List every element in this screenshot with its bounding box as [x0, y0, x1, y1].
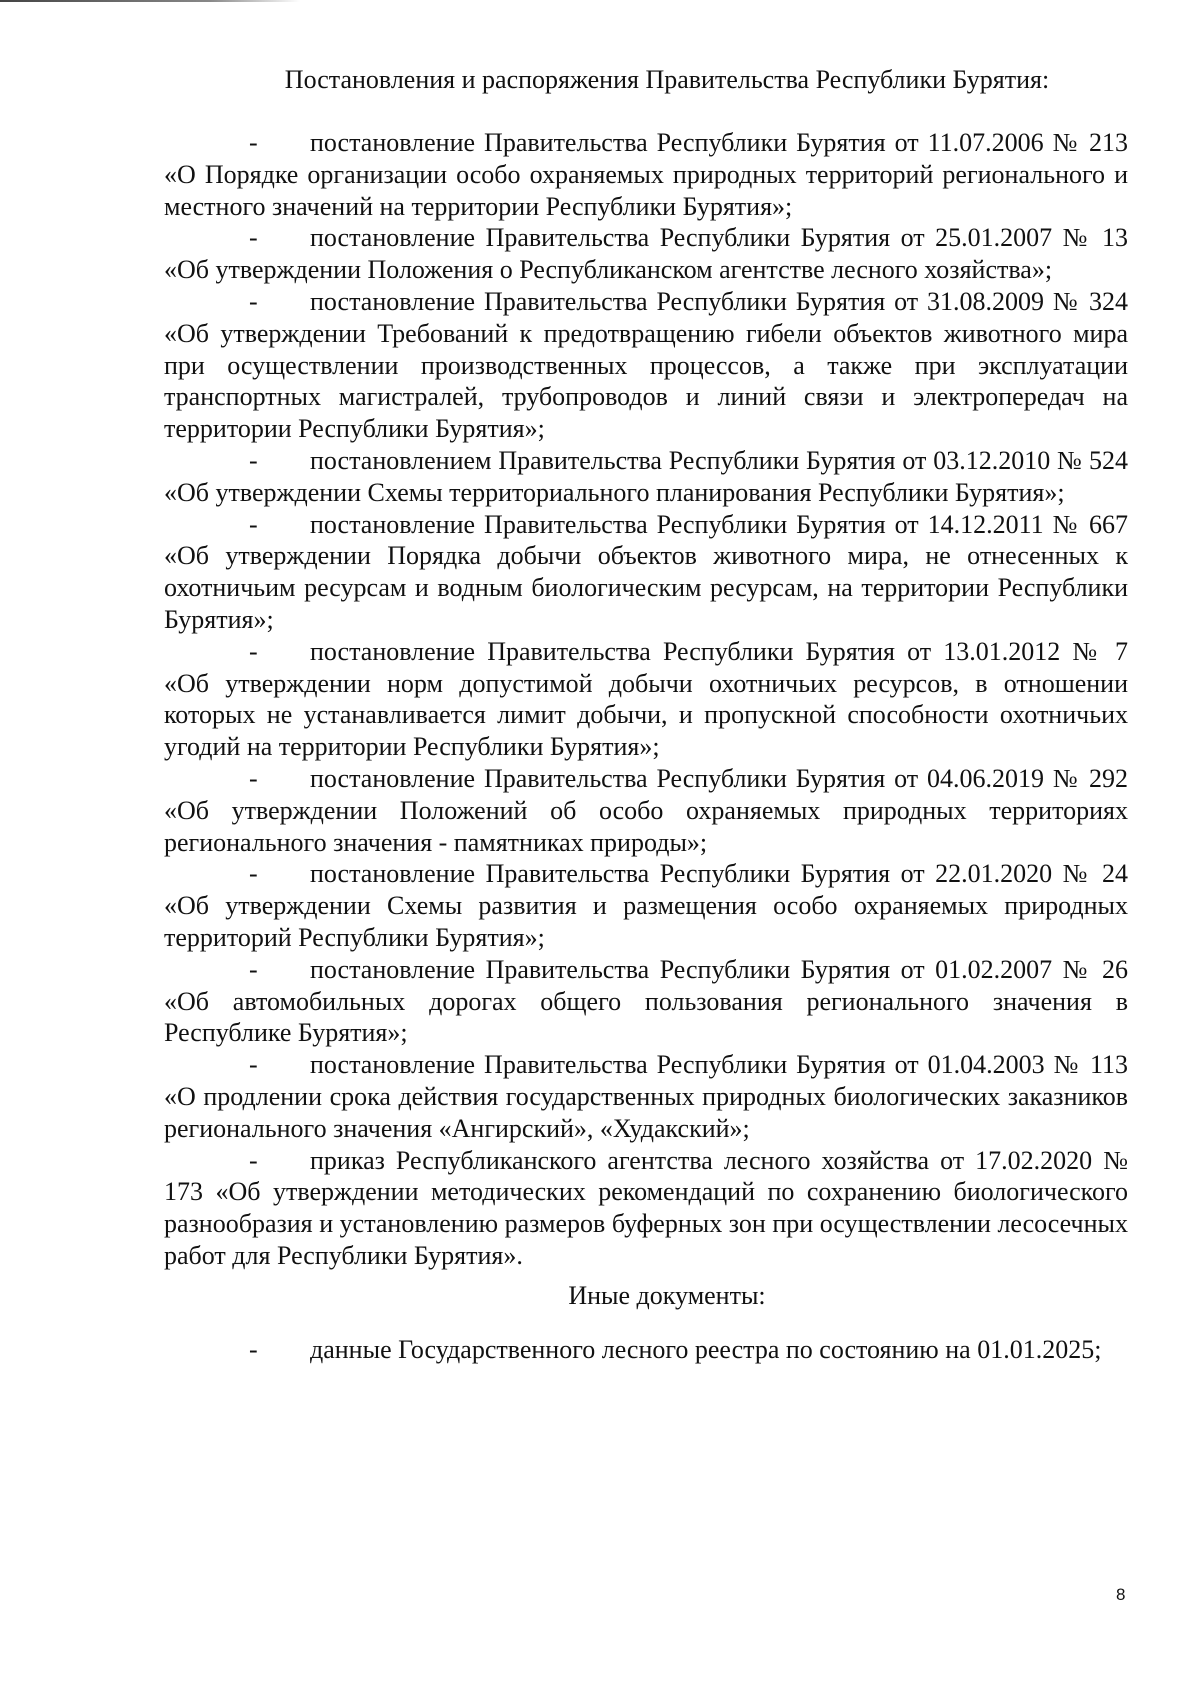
page-number: 8 [1116, 1585, 1126, 1604]
list-item-text: постановление Правительства Республики Бурятия от 01.04.2003 № 113 «О продлении срока действия государственных природных биологических заказников регионального значения «Ангирский», «Худакский»; [164, 1050, 1128, 1143]
list-item [164, 954, 1128, 1049]
list-dash: - [249, 763, 258, 793]
list-item-text: постановление Правительства Республики Бурятия от 11.07.2006 № 213 «О Порядке организации особо охраняемых природных территорий регионального и местного значений на территории Республики Бурятия»; [164, 128, 1128, 221]
list-item [164, 1334, 1128, 1366]
resolutions-list [164, 127, 1128, 1272]
list-item-text: постановление Правительства Республики Бурятия от 01.02.2007 № 26 «Об автомобильных дорогах общего пользования регионального значения в Республике Бурятия»; [164, 954, 1128, 1048]
list-dash: - [249, 636, 258, 666]
section-heading-other-documents: Иные документы: [568, 1280, 766, 1310]
list-item [164, 858, 1128, 953]
list-item-text: постановление Правительства Республики Бурятия от 25.01.2007 № 13 «Об утверждении Положения о Республиканском агентстве лесного хозяйства»; [164, 223, 1128, 285]
list-dash: - [249, 1145, 258, 1175]
list-dash: - [249, 509, 258, 539]
list-item [164, 127, 1128, 222]
section-heading-resolutions: Постановления и распоряжения Правительства Республики Бурятия: [284, 65, 1050, 94]
list-item-text: приказ Республиканского агентства лесного хозяйства от 17.02.2020 № 173 «Об утверждении методических рекомендаций по сохранению биологического разнообразия и установлению размеров буферных зон при осуществлении лесосечных работ для Республики Бурятия». [164, 1145, 1128, 1270]
list-item [164, 763, 1128, 858]
list-dash: - [249, 1050, 258, 1080]
list-item [164, 636, 1128, 763]
scan-edge-mark [0, 0, 300, 2]
document-page [164, 64, 1128, 1365]
list-dash: - [249, 1334, 258, 1364]
list-item-text: постановление Правительства Республики Бурятия от 22.01.2020 № 24 «Об утверждении Схемы развития и размещения особо охраняемых природных территорий Республики Бурятия»; [164, 859, 1128, 952]
list-item-text: постановление Правительства Республики Бурятия от 13.01.2012 № 7 «Об утверждении норм допустимой добычи охотничьих ресурсов, в отношении которых не устанавливается лимит добычи, и пропускной способности охотничьих угодий на территории Республики Бурятия»; [164, 636, 1128, 762]
list-dash: - [249, 128, 258, 157]
list-item [164, 509, 1128, 636]
list-dash: - [249, 859, 258, 889]
list-dash: - [249, 445, 258, 475]
list-item-text: постановление Правительства Республики Бурятия от 31.08.2009 № 324 «Об утверждении Требований к предотвращению гибели объектов животного мира при осуществлении производственных процессов, а также при эксплуатации транспортных магистралей, трубопроводов и линий связи и электропередач на территории Республики Бурятия»; [164, 286, 1128, 444]
list-item [164, 445, 1128, 509]
list-item [164, 286, 1128, 445]
list-item-text: данные Государственного лесного реестра по состоянию на 01.01.2025; [310, 1334, 1102, 1364]
list-item [164, 222, 1128, 286]
other-documents-list [164, 1334, 1128, 1366]
list-item-text: постановление Правительства Республики Бурятия от 14.12.2011 № 667 «Об утверждении Порядка добычи объектов животного мира, не отнесенных к охотничьим ресурсам и водным биологическим ресурсам, на территории Республики Бурятия»; [164, 509, 1128, 634]
list-dash: - [249, 286, 258, 316]
list-item-text: постановление Правительства Республики Бурятия от 04.06.2019 № 292 «Об утверждении Положений об особо охраняемых природных территориях регионального значения - памятниках природы»; [164, 763, 1128, 857]
list-dash: - [249, 954, 258, 984]
list-item-text: постановлением Правительства Республики Бурятия от 03.12.2010 № 524 «Об утверждении Схемы территориального планирования Республики Бурятия»; [164, 445, 1128, 507]
list-dash: - [249, 223, 258, 253]
list-item [164, 1049, 1128, 1144]
list-item [164, 1145, 1128, 1272]
